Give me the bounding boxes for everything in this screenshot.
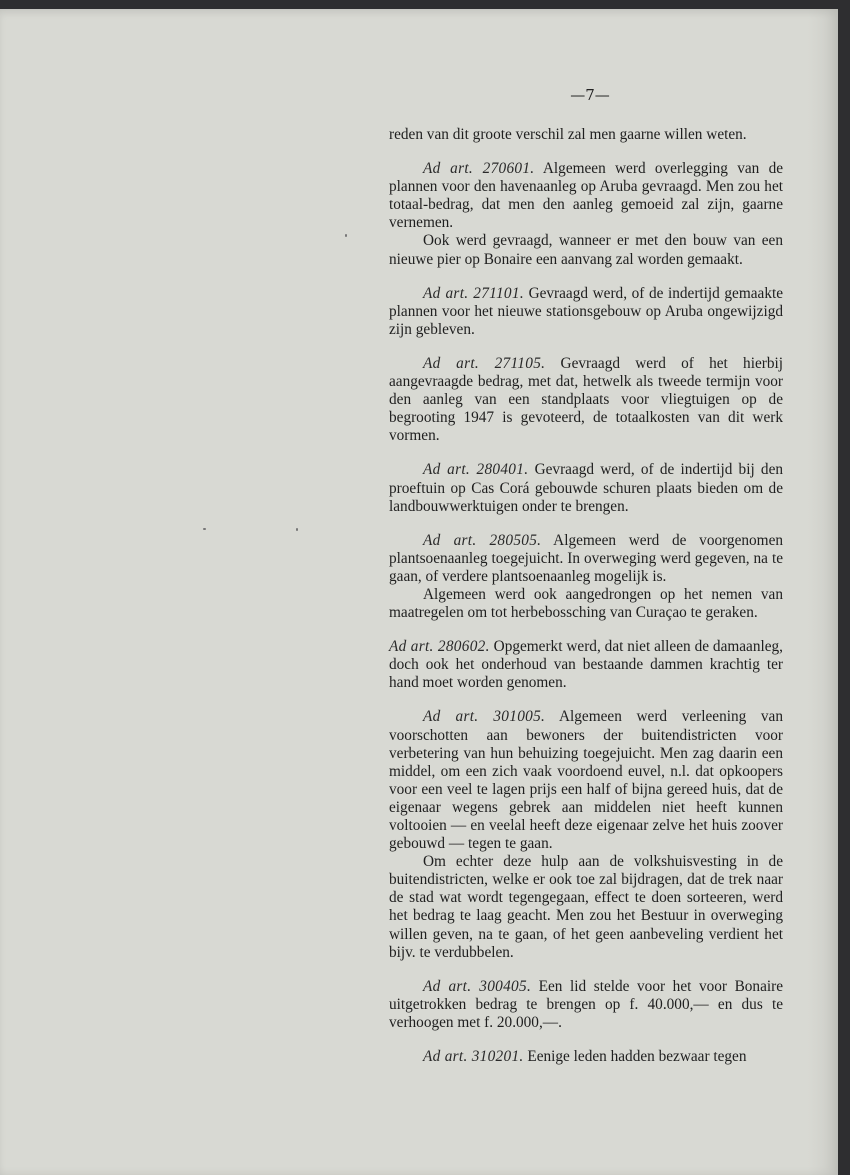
paragraph-text: Algemeen werd de voorgenomen plantsoenaanleg toegejuicht. In overweging werd gegeven, na te gaan, of verdere plantsoenaanleg mogelijk is. [389, 531, 784, 585]
paragraph-art-271105 [389, 355, 783, 445]
paragraph-text: Ook werd gevraagd, wanneer er met den bouw van een nieuwe pier op Bonaire een aanvang zal worden gemaakt. [389, 232, 783, 268]
paragraph-text: Gevraagd werd, of de indertijd bij den proeftuin op Cas Corá gebouwde schuren plaats bieden om de landbouwwerktuigen onder te brengen. [389, 461, 784, 515]
paragraph-text: Opgemerkt werd, dat niet alleen de damaanleg, doch ook het onderhoud van bestaande dammen krachtig ter hand moet worden genomen. [389, 638, 784, 692]
paragraph-text: Eenige leden hadden bezwaar tegen [527, 1048, 747, 1066]
paragraph-text: Algemeen werd ook aangedrongen op het nemen van maatregelen om tot herbebossching van Curaçao te geraken. [389, 585, 783, 622]
paragraph-art-300405 [389, 978, 783, 1032]
paragraph-continuation [389, 126, 783, 144]
paper-speck [296, 528, 298, 531]
page-number: —7— [570, 86, 610, 104]
article-reference: Ad art. 301005. [423, 708, 546, 726]
paragraph-art-310201 [389, 1048, 783, 1066]
article-reference: Ad art. 310201. [423, 1048, 524, 1066]
paragraph-art-301005-cont [389, 853, 783, 962]
paragraph-text: Algemeen werd verleening van voorschotten aan bewoners der buitendistricten voor verbetering van hun behuizing toegejuicht. Men zag daarin een middel, om een zich vaak voordoend euvel, n.l. dat opkoopers voor een veel te lagen prijs een half of bijna gereed huis, dat de eigenaar wegens gebrek aan middelen niet heeft kunnen voltooien — en veelal heeft deze eigenaar zelve het huis zoover gebouwd — tegen te gaan. [389, 708, 783, 853]
paragraph-text: Gevraagd werd, of de indertijd gemaakte plannen voor het nieuwe stationsgebouw op Aruba ongewijzigd zijn gebleven. [389, 284, 784, 338]
paragraph-text: reden van dit groote verschil zal men gaarne willen weten. [389, 126, 747, 143]
article-reference: Ad art. 280505. [423, 531, 542, 549]
paragraph-text: Om echter deze hulp aan de volkshuisvesting in de buitendistricten, welke er ook toe zal bijdragen, dat de trek naar de stad wat wordt tegengegaan, effect te doen sorteeren, werd het bedrag te laag geacht. Men zou het Bestuur in overweging willen geven, na te gaan, of het geen aanbeveling verdient het bijv. te verdubbelen. [389, 853, 783, 961]
paragraph-art-271101 [389, 285, 783, 339]
paragraph-art-280401 [389, 461, 783, 515]
article-reference: Ad art. 271101. [423, 284, 524, 302]
article-reference: Ad art. 280401. [423, 461, 529, 479]
paragraph-art-280505-cont [389, 586, 783, 622]
article-reference: Ad art. 300405. [423, 977, 532, 995]
article-reference: Ad art. 280602. [389, 638, 490, 656]
scan-border-right [836, 0, 850, 1175]
paragraph-art-270601-cont [389, 232, 783, 268]
paragraph-art-301005 [389, 708, 783, 853]
paragraph-art-280505 [389, 532, 783, 586]
paragraph-text: Algemeen werd overlegging van de plannen voor den havenaanleg op Aruba gevraagd. Men zou het totaal-bedrag, dat men den aanleg gemoeid zal zijn, gaarne vernemen. [389, 160, 784, 232]
paragraph-art-280602 [389, 638, 783, 692]
paper-speck [203, 528, 206, 530]
paper-speck [345, 234, 347, 237]
article-reference: Ad art. 270601. [423, 160, 535, 178]
scan-border-top [0, 0, 850, 9]
paragraph-text: Een lid stelde voor het voor Bonaire uitgetrokken bedrag te brengen op f. 40.000,— en dus te verhoogen met f. 20.000,—. [389, 977, 783, 1031]
paragraph-art-270601 [389, 160, 783, 232]
article-reference: Ad art. 271105. [423, 354, 546, 372]
paragraph-text: Gevraagd werd of het hierbij aangevraagde bedrag, met dat, hetwelk als tweede termijn voor den aanleg van een standplaats voor vliegtuigen op de begrooting 1947 is gevoteerd, de totaalkosten van dit werk vormen. [389, 354, 783, 445]
body-text-column [389, 126, 783, 1066]
